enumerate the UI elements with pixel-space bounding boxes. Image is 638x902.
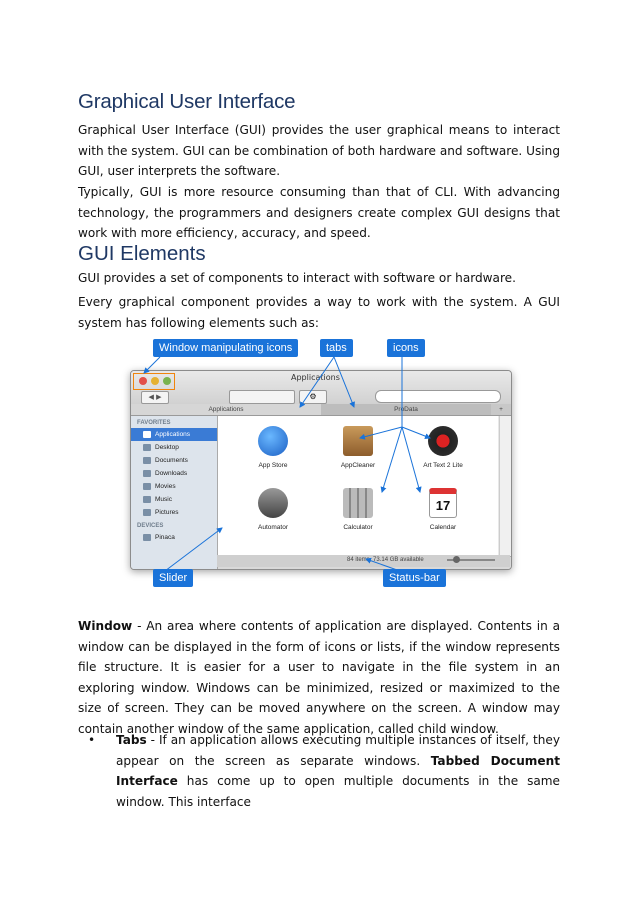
sidebar-item-desktop[interactable]: Desktop <box>131 441 217 454</box>
app-item-calendar[interactable]: 17 Calendar <box>408 488 478 531</box>
tabs-description-continued: has come up to open multiple documents in the same window. This interface <box>116 774 560 809</box>
paragraph-window <box>78 616 560 740</box>
callout-status-bar: Status-bar <box>383 569 446 587</box>
callout-tabs: tabs <box>320 339 353 357</box>
callout-slider: Slider <box>153 569 193 587</box>
sidebar-item-music[interactable]: Music <box>131 493 217 506</box>
window-description: - An area where contents of application are displayed. Contents in a window can be displayed in the form of icons or lists, if the window represents file structure. It is easier for a user to navigate in the file system in an exploring window. Windows can be minimized, resized or maximized to the size of screen. They can be moved anywhere on the screen. A window may contain another window of the same application, called child window. <box>78 619 560 736</box>
app-item-calculator[interactable]: Calculator <box>323 488 393 531</box>
app-item-app-store[interactable]: App Store <box>238 426 308 469</box>
back-forward-icon[interactable]: ◀ ▶ <box>141 391 169 404</box>
term-window: Window <box>78 619 133 633</box>
gear-icon[interactable]: ⚙ <box>299 390 327 404</box>
paragraph-gui-intro: Graphical User Interface (GUI) provides the user graphical means to interact with the system. GUI can be combination of both hardware and software. Using GUI, user interprets the software. <box>78 123 560 179</box>
status-text: 84 items, 73.14 GB available <box>347 557 424 563</box>
paragraph-elements: Every graphical component provides a way to work with the system. A GUI system has following elements such as: <box>78 295 560 330</box>
tabs-description: - If an application allows executing multiple instances of itself, they appear on the screen as separate windows. <box>116 733 560 768</box>
paragraph-components: GUI provides a set of components to interact with software or hardware. <box>78 271 516 285</box>
bullet-list <box>78 730 560 812</box>
list-item <box>78 730 560 812</box>
sidebar-header-devices: DEVICES <box>137 523 164 529</box>
calendar-icon: 17 <box>429 488 457 518</box>
sidebar-item-downloads[interactable]: Downloads <box>131 467 217 480</box>
heading-gui: Graphical User Interface <box>78 90 296 113</box>
callout-icons: icons <box>387 339 425 357</box>
sidebar-item-pinaca[interactable]: Pinaca <box>131 531 217 544</box>
gui-figure <box>130 335 510 593</box>
sidebar-item-pictures[interactable]: Pictures <box>131 506 217 519</box>
app-item-art-text[interactable]: Art Text 2 Lite <box>408 426 478 469</box>
sidebar-item-applications[interactable]: Applications <box>131 428 217 441</box>
app-item-appcleaner[interactable]: AppCleaner <box>323 426 393 469</box>
bullet-icon: • <box>88 733 96 747</box>
tab-prodata[interactable]: ProData <box>321 404 491 415</box>
sidebar-header-favorites: FAVORITES <box>137 420 171 426</box>
sidebar-item-documents[interactable]: Documents <box>131 454 217 467</box>
tab-applications[interactable]: Applications <box>131 404 321 415</box>
term-tdi: Tabbed Document Interface <box>116 753 561 789</box>
app-item-automator[interactable]: Automator <box>238 488 308 531</box>
callout-window-icons: Window manipulating icons <box>153 339 298 357</box>
term-tabs: Tabs <box>116 733 147 747</box>
sidebar-item-movies[interactable]: Movies <box>131 480 217 493</box>
new-tab-button[interactable]: + <box>491 404 511 415</box>
paragraph-gui-resources: Typically, GUI is more resource consuming than that of CLI. With advancing technology, the programmers and designers create complex GUI designs that work with more efficiency, accuracy, and speed. <box>78 185 560 241</box>
callout-arrows <box>130 335 510 593</box>
heading-gui-elements: GUI Elements <box>78 242 206 265</box>
window-title: Applications <box>291 373 340 382</box>
